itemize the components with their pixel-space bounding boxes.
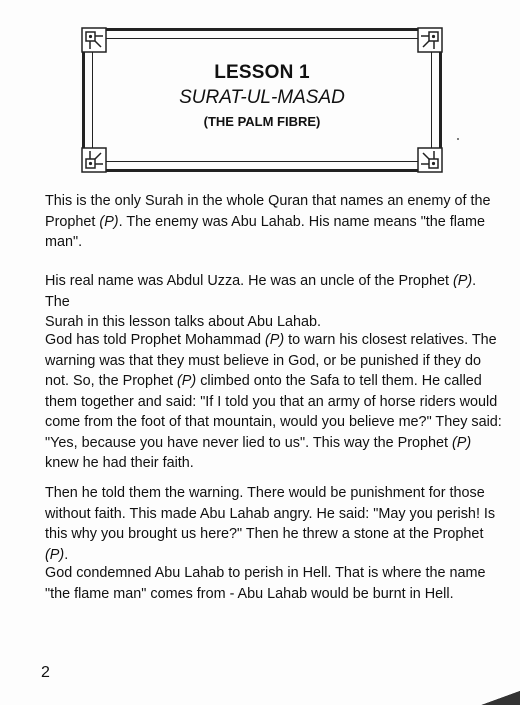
text-line: knew he had their faith. xyxy=(45,455,194,471)
prophet-honorific: (P) xyxy=(264,332,285,348)
page-number: 2 xyxy=(41,664,50,681)
text-line: come from the foot of that mountain, would you believe me?" They said: xyxy=(45,414,502,430)
lesson-header xyxy=(82,28,442,172)
text-line: warning was that they must believe in God, or be punished if they do xyxy=(45,352,481,369)
paragraph-condemned xyxy=(45,563,503,604)
text-line: not. So, the Prophet (P) climbed onto the Safa to tell them. He called xyxy=(45,373,482,389)
surah-subtitle: (THE PALM FIBRE) xyxy=(203,114,321,129)
text-line: This is the only Surah in the whole Quran that names an enemy of the xyxy=(45,193,491,209)
text-line: His real name was Abdul Uzza. He was an uncle of the Prophet (P). The xyxy=(45,273,477,310)
text-line: them together and said: "If I told you that an army of horse riders would xyxy=(45,393,498,410)
text-line: Prophet (P). The enemy was Abu Lahab. His name means "the flame xyxy=(45,213,485,230)
paragraph-intro xyxy=(45,191,503,253)
print-speck xyxy=(457,138,459,140)
lesson-title: LESSON 1 xyxy=(214,62,310,83)
text-line: Surah in this lesson talks about Abu Lahab. xyxy=(45,314,322,330)
text-line: without faith. This made Abu Lahab angry. He said: "May you perish! Is xyxy=(45,505,496,522)
prophet-honorific: (P) xyxy=(452,273,473,289)
text-line: "Yes, because you have never lied to us". This way the Prophet (P) xyxy=(45,434,472,451)
prophet-honorific: (P) xyxy=(99,213,119,230)
text-line: "the flame man" comes from - Abu Lahab would be burnt in Hell. xyxy=(45,585,454,602)
text-line: Then he told them the warning. There would be punishment for those xyxy=(45,485,485,501)
text-line: God has told Prophet Mohammad (P) to warn his closest relatives. The xyxy=(45,332,497,348)
text-line: this why you brought us here?" Then he threw a stone at the Prophet (P). xyxy=(45,526,484,563)
text-line: man". xyxy=(45,234,83,250)
paragraph-warning xyxy=(45,330,503,474)
paragraph-real-name xyxy=(45,271,503,333)
surah-name: SURAT-UL-MASAD xyxy=(179,87,345,108)
prophet-honorific: (P) xyxy=(45,546,65,563)
text-line: God condemned Abu Lahab to perish in Hell. That is where the name xyxy=(45,565,486,581)
prophet-honorific: (P) xyxy=(452,434,472,451)
page-corner-shadow xyxy=(480,691,520,705)
paragraph-anger xyxy=(45,483,503,565)
prophet-honorific: (P) xyxy=(177,373,197,389)
